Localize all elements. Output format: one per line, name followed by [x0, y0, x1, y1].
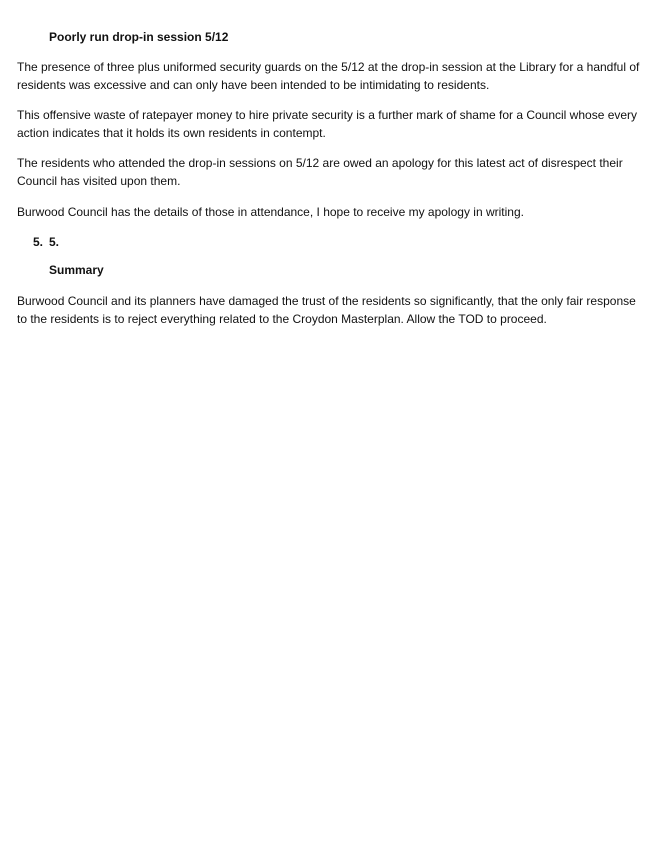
list-item-label: 5.	[49, 235, 60, 249]
section-heading-summary: Summary	[49, 263, 104, 277]
paragraph-line: The residents who attended the drop-in sessions on 5/12 are owed an apology for this latest act of disrespect their	[17, 156, 623, 170]
paragraph-line: to the residents is to reject everything related to the Croydon Masterplan. Allow the TOD to proceed.	[17, 312, 547, 326]
paragraph-apology-in-writing	[17, 203, 639, 221]
paragraph-security-guards	[17, 58, 639, 94]
paragraph-line: action indicates that it holds its own residents in contempt.	[17, 126, 326, 140]
paragraph-apology-owed	[17, 154, 639, 190]
paragraph-line: Burwood Council has the details of those in attendance, I hope to receive my apology in writing.	[17, 205, 524, 219]
paragraph-waste-of-money	[17, 106, 639, 142]
paragraph-line: Council has visited upon them.	[17, 174, 181, 188]
paragraph-line: The presence of three plus uniformed security guards on the 5/12 at the drop-in session at the Library for a handful of	[17, 60, 640, 74]
numbered-list-item	[33, 233, 59, 251]
paragraph-line: This offensive waste of ratepayer money to hire private security is a further mark of shame for a Council whose every	[17, 108, 638, 122]
section-heading-drop-in-session: Poorly run drop-in session 5/12	[49, 30, 229, 44]
paragraph-line: Burwood Council and its planners have damaged the trust of the residents so significantly, that the only fair response	[17, 294, 636, 308]
paragraph-line: residents was excessive and can only have been intended to be intimidating to residents.	[17, 78, 490, 92]
paragraph-summary	[17, 292, 639, 328]
list-number-marker: 5.	[33, 235, 44, 249]
